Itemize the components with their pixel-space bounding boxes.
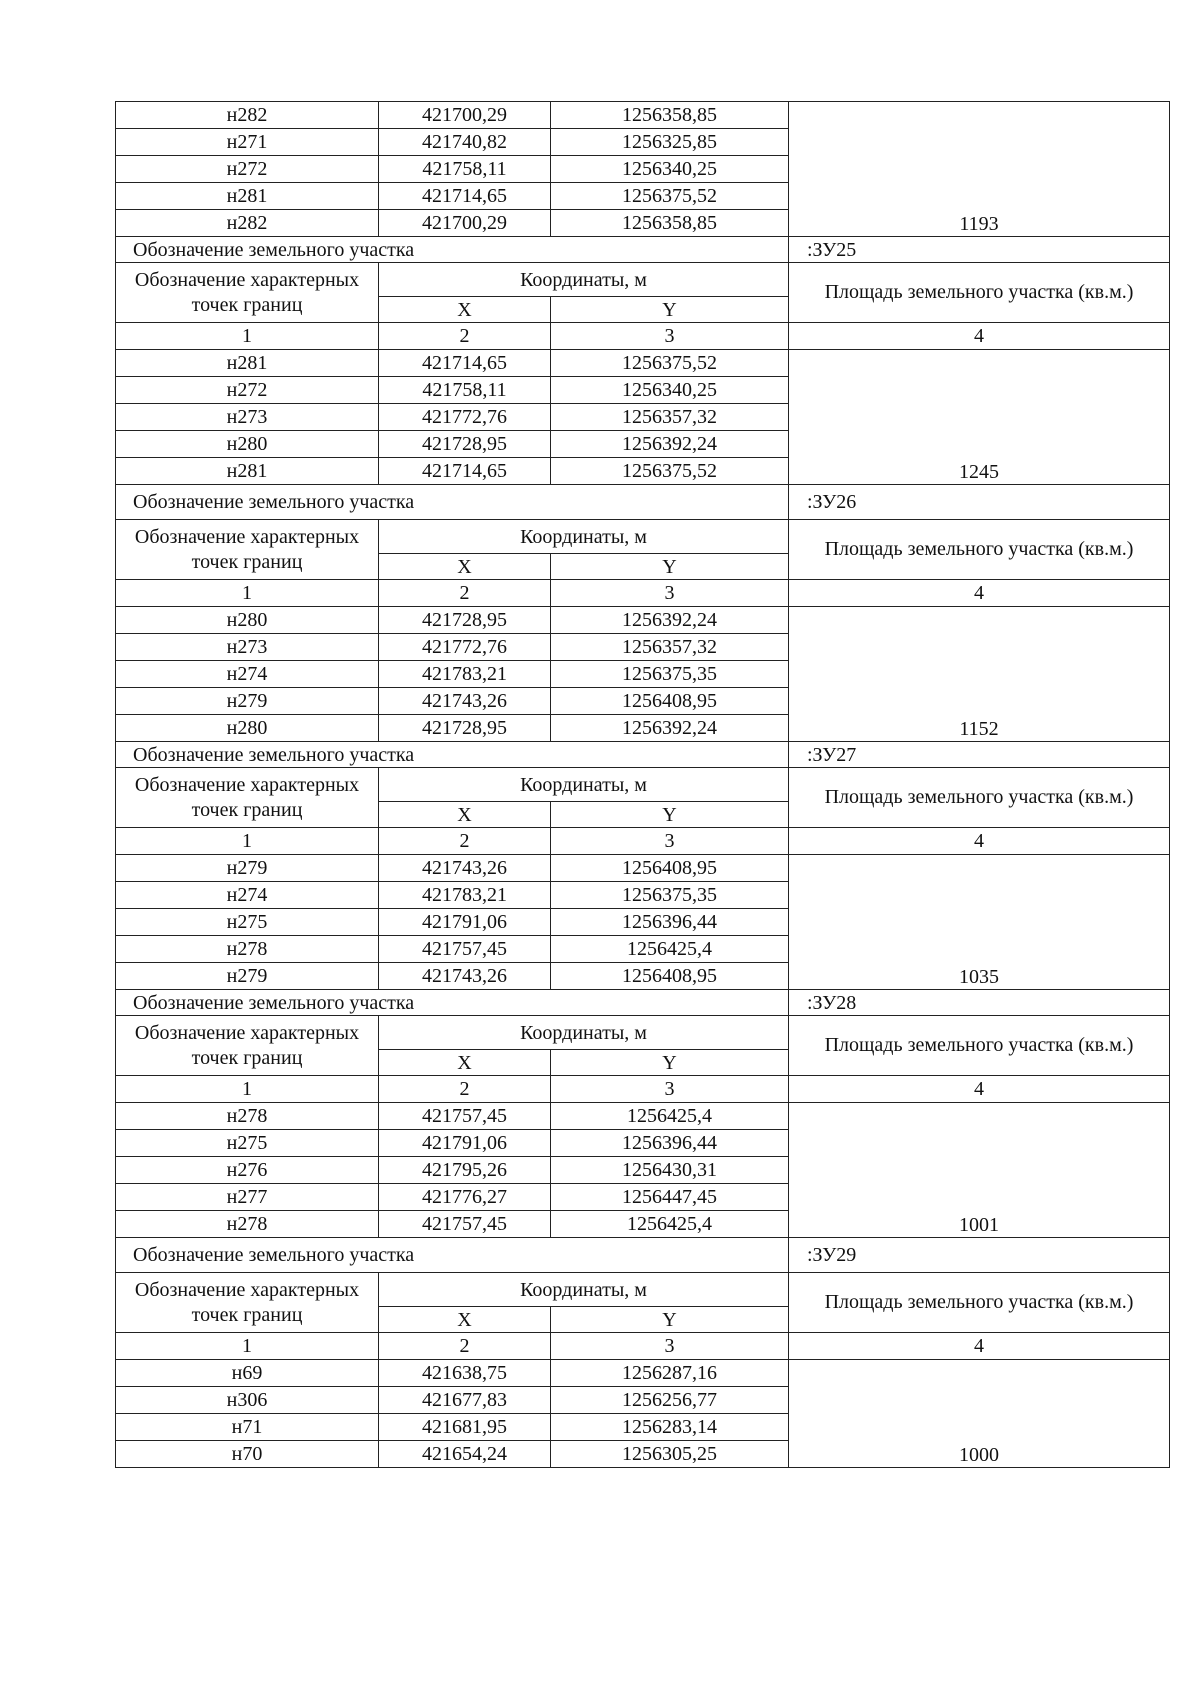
coordinate-x: 421728,95: [379, 715, 551, 742]
coordinates-header: Координаты, м: [379, 1273, 789, 1307]
y-header: Y: [551, 297, 789, 323]
coordinate-y: 1256447,45: [551, 1184, 789, 1211]
parcel-area: 1245: [789, 350, 1170, 485]
column-number: 1: [116, 1076, 379, 1103]
area-header: Площадь земельного участка (кв.м.): [789, 1273, 1170, 1333]
coordinate-y: 1256408,95: [551, 688, 789, 715]
coordinate-y: 1256408,95: [551, 855, 789, 882]
column-number: 3: [551, 323, 789, 350]
coordinate-x: 421772,76: [379, 404, 551, 431]
coordinate-y: 1256408,95: [551, 963, 789, 990]
point-id: н282: [116, 210, 379, 237]
table-row: [116, 350, 1170, 377]
coordinate-y: 1256425,4: [551, 1211, 789, 1238]
coordinate-x: 421776,27: [379, 1184, 551, 1211]
point-id: н69: [116, 1360, 379, 1387]
coordinate-y: 1256358,85: [551, 210, 789, 237]
parcel-title-row: [116, 742, 1170, 768]
parcel-designation-label: Обозначение земельного участка: [116, 1238, 789, 1273]
coordinate-y: 1256375,35: [551, 661, 789, 688]
coordinate-y: 1256425,4: [551, 1103, 789, 1130]
coordinate-y: 1256375,35: [551, 882, 789, 909]
table-header-row: [116, 1016, 1170, 1050]
coordinate-x: 421700,29: [379, 210, 551, 237]
coordinate-y: 1256305,25: [551, 1441, 789, 1468]
coordinate-y: 1256425,4: [551, 936, 789, 963]
coordinates-header: Координаты, м: [379, 768, 789, 802]
coordinate-x: 421795,26: [379, 1157, 551, 1184]
column-number: 3: [551, 828, 789, 855]
parcel-title-row: [116, 485, 1170, 520]
coordinate-x: 421772,76: [379, 634, 551, 661]
point-id: н272: [116, 377, 379, 404]
area-header: Площадь земельного участка (кв.м.): [789, 263, 1170, 323]
coordinate-x: 421791,06: [379, 1130, 551, 1157]
point-id: н271: [116, 129, 379, 156]
x-header: X: [379, 554, 551, 580]
table-header-row: [116, 768, 1170, 802]
column-number: 2: [379, 828, 551, 855]
column-number: 4: [789, 323, 1170, 350]
table-row: [116, 607, 1170, 634]
coordinate-y: 1256287,16: [551, 1360, 789, 1387]
column-number: 2: [379, 1076, 551, 1103]
table-row: [116, 1103, 1170, 1130]
parcel-designation-label: Обозначение земельного участка: [116, 742, 789, 768]
y-header: Y: [551, 1307, 789, 1333]
table-row: [116, 1360, 1170, 1387]
point-designation-header: Обозначение характерных точек границ: [116, 1273, 379, 1333]
coordinate-x: 421714,65: [379, 183, 551, 210]
point-id: н70: [116, 1441, 379, 1468]
point-id: н279: [116, 963, 379, 990]
point-id: н279: [116, 855, 379, 882]
coordinate-y: 1256396,44: [551, 909, 789, 936]
coordinate-x: 421743,26: [379, 855, 551, 882]
table-header-row: [116, 520, 1170, 554]
x-header: X: [379, 802, 551, 828]
parcel-area: 1000: [789, 1360, 1170, 1468]
coordinate-x: 421757,45: [379, 1211, 551, 1238]
coordinate-x: 421638,75: [379, 1360, 551, 1387]
point-id: н280: [116, 715, 379, 742]
coordinate-y: 1256430,31: [551, 1157, 789, 1184]
coordinates-header: Координаты, м: [379, 1016, 789, 1050]
column-number: 1: [116, 580, 379, 607]
coordinate-x: 421743,26: [379, 963, 551, 990]
y-header: Y: [551, 802, 789, 828]
point-id: н306: [116, 1387, 379, 1414]
coordinate-x: 421757,45: [379, 936, 551, 963]
area-header: Площадь земельного участка (кв.м.): [789, 768, 1170, 828]
table-header-row: [116, 1273, 1170, 1307]
coordinate-x: 421700,29: [379, 102, 551, 129]
point-id: н281: [116, 458, 379, 485]
point-id: н280: [116, 607, 379, 634]
parcel-designation-label: Обозначение земельного участка: [116, 237, 789, 263]
coordinate-y: 1256357,32: [551, 634, 789, 661]
coordinate-y: 1256325,85: [551, 129, 789, 156]
coordinate-y: 1256375,52: [551, 458, 789, 485]
coordinate-y: 1256392,24: [551, 607, 789, 634]
point-id: н279: [116, 688, 379, 715]
coordinate-x: 421783,21: [379, 661, 551, 688]
table-header-row: [116, 263, 1170, 297]
coordinate-x: 421681,95: [379, 1414, 551, 1441]
point-designation-header: Обозначение характерных точек границ: [116, 768, 379, 828]
parcel-designation-label: Обозначение земельного участка: [116, 990, 789, 1016]
parcel-title-row: [116, 1238, 1170, 1273]
point-id: н272: [116, 156, 379, 183]
coordinate-y: 1256357,32: [551, 404, 789, 431]
coordinate-y: 1256392,24: [551, 715, 789, 742]
coordinates-table: [115, 101, 1170, 1468]
parcel-area: 1001: [789, 1103, 1170, 1238]
x-header: X: [379, 1307, 551, 1333]
column-number: 1: [116, 828, 379, 855]
point-id: н278: [116, 1211, 379, 1238]
point-designation-header: Обозначение характерных точек границ: [116, 263, 379, 323]
column-number: 4: [789, 1076, 1170, 1103]
coordinate-x: 421677,83: [379, 1387, 551, 1414]
parcel-id: :ЗУ27: [789, 742, 1170, 768]
column-number: 2: [379, 580, 551, 607]
area-header: Площадь земельного участка (кв.м.): [789, 1016, 1170, 1076]
point-id: н278: [116, 1103, 379, 1130]
x-header: X: [379, 1050, 551, 1076]
coordinate-x: 421783,21: [379, 882, 551, 909]
parcel-title-row: [116, 237, 1170, 263]
y-header: Y: [551, 554, 789, 580]
column-number-row: [116, 828, 1170, 855]
coordinate-y: 1256375,52: [551, 183, 789, 210]
column-number: 1: [116, 1333, 379, 1360]
coordinate-y: 1256256,77: [551, 1387, 789, 1414]
point-id: н273: [116, 404, 379, 431]
coordinate-x: 421714,65: [379, 350, 551, 377]
column-number: 4: [789, 580, 1170, 607]
point-designation-header: Обозначение характерных точек границ: [116, 1016, 379, 1076]
column-number: 1: [116, 323, 379, 350]
column-number: 4: [789, 1333, 1170, 1360]
column-number: 2: [379, 1333, 551, 1360]
point-id: н277: [116, 1184, 379, 1211]
parcel-area: 1152: [789, 607, 1170, 742]
parcel-id: :ЗУ26: [789, 485, 1170, 520]
column-number-row: [116, 1333, 1170, 1360]
point-id: н71: [116, 1414, 379, 1441]
table-row: [116, 855, 1170, 882]
point-id: н280: [116, 431, 379, 458]
coordinate-y: 1256358,85: [551, 102, 789, 129]
coordinate-y: 1256283,14: [551, 1414, 789, 1441]
coordinate-y: 1256375,52: [551, 350, 789, 377]
coordinate-x: 421758,11: [379, 156, 551, 183]
area-header: Площадь земельного участка (кв.м.): [789, 520, 1170, 580]
point-id: н276: [116, 1157, 379, 1184]
point-id: н273: [116, 634, 379, 661]
point-id: н275: [116, 1130, 379, 1157]
coordinate-x: 421714,65: [379, 458, 551, 485]
column-number-row: [116, 580, 1170, 607]
coordinate-x: 421728,95: [379, 607, 551, 634]
coordinate-y: 1256340,25: [551, 156, 789, 183]
coordinates-document: [115, 101, 1169, 1468]
point-id: н274: [116, 882, 379, 909]
point-id: н281: [116, 350, 379, 377]
column-number: 2: [379, 323, 551, 350]
coordinate-y: 1256392,24: [551, 431, 789, 458]
parcel-area: 1193: [789, 102, 1170, 237]
coordinates-header: Координаты, м: [379, 263, 789, 297]
parcel-id: :ЗУ28: [789, 990, 1170, 1016]
parcel-designation-label: Обозначение земельного участка: [116, 485, 789, 520]
coordinate-x: 421654,24: [379, 1441, 551, 1468]
column-number: 4: [789, 828, 1170, 855]
point-id: н281: [116, 183, 379, 210]
column-number-row: [116, 323, 1170, 350]
column-number-row: [116, 1076, 1170, 1103]
column-number: 3: [551, 580, 789, 607]
coordinate-x: 421728,95: [379, 431, 551, 458]
table-row: [116, 102, 1170, 129]
coordinate-y: 1256396,44: [551, 1130, 789, 1157]
parcel-area: 1035: [789, 855, 1170, 990]
parcel-title-row: [116, 990, 1170, 1016]
x-header: X: [379, 297, 551, 323]
coordinates-header: Координаты, м: [379, 520, 789, 554]
column-number: 3: [551, 1333, 789, 1360]
coordinate-x: 421740,82: [379, 129, 551, 156]
coordinate-x: 421758,11: [379, 377, 551, 404]
point-id: н275: [116, 909, 379, 936]
column-number: 3: [551, 1076, 789, 1103]
point-designation-header: Обозначение характерных точек границ: [116, 520, 379, 580]
point-id: н282: [116, 102, 379, 129]
parcel-id: :ЗУ25: [789, 237, 1170, 263]
y-header: Y: [551, 1050, 789, 1076]
point-id: н278: [116, 936, 379, 963]
parcel-id: :ЗУ29: [789, 1238, 1170, 1273]
coordinate-x: 421757,45: [379, 1103, 551, 1130]
coordinate-x: 421791,06: [379, 909, 551, 936]
coordinate-x: 421743,26: [379, 688, 551, 715]
point-id: н274: [116, 661, 379, 688]
coordinate-y: 1256340,25: [551, 377, 789, 404]
